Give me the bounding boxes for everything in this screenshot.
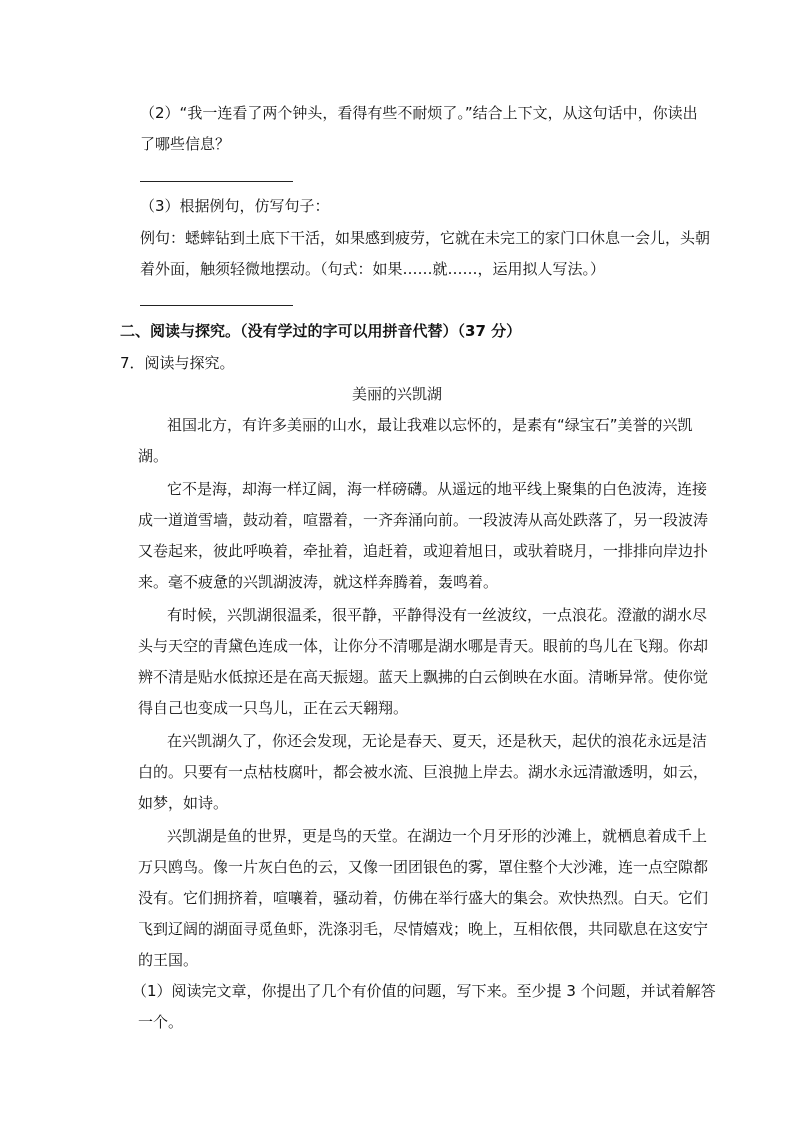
paragraph-4-line-3: 如梦，如诗。 <box>138 794 229 812</box>
paragraph-1-line-1: 祖国北方，有许多美丽的山水，最让我难以忘怀的，是素有“绿宝石”美誉的兴凯 <box>167 416 693 434</box>
paragraph-2-line-4: 来。毫不疲惫的兴凯湖波涛，就这样奔腾着，轰鸣着。 <box>138 573 499 591</box>
answer-blank-q3[interactable] <box>140 305 293 306</box>
paragraph-3-line-4: 得自己也变成一只鸟儿，正在云天翱翔。 <box>138 699 409 717</box>
question-7-label: 7．阅读与探究。 <box>120 354 235 372</box>
paragraph-2-line-1: 它不是海，却海一样辽阔，海一样磅礴。从遥远的地平线上聚集的白色波涛，连接 <box>167 480 708 498</box>
sub-question-1-line-1: （1）阅读完文章，你提出了几个有价值的问题，写下来。至少提 3 个问题，并试着解答 <box>132 982 716 1000</box>
paragraph-3-line-1: 有时候，兴凯湖很温柔，很平静，平静得没有一丝波纹，一点浪花。澄澈的湖水尽 <box>167 606 708 624</box>
paragraph-5-line-1: 兴凯湖是鱼的世界，更是鸟的天堂。在湖边一个月牙形的沙滩上，就栖息着成千上 <box>167 827 708 845</box>
section-2-heading: 二、阅读与探究。（没有学过的字可以用拼音代替）（37 分） <box>120 322 522 340</box>
paragraph-5-line-4: 飞到辽阔的湖面寻觅鱼虾，洗涤羽毛，尽情嬉戏；晚上，互相依偎，共同歇息在这安宁 <box>138 920 709 938</box>
article-title: 美丽的兴凯湖 <box>351 385 442 403</box>
paragraph-1-line-2: 湖。 <box>138 447 169 465</box>
paragraph-5-line-3: 没有。它们拥挤着，喧嚷着，骚动着，仿佛在举行盛大的集会。欢快热烈。白天。它们 <box>138 889 709 907</box>
question-3-example-line-1: 例句：蟋蟀钻到土底下干活，如果感到疲劳，它就在未完工的家门口休息一会儿，头朝 <box>140 229 711 247</box>
sub-question-1-line-2: 一个。 <box>138 1013 184 1031</box>
question-3-example-line-2: 着外面，触须轻微地摆动。（句式：如果……就……，运用拟人写法。） <box>140 260 606 278</box>
answer-blank-q2[interactable] <box>140 181 293 182</box>
paragraph-4-line-2: 白的。只要有一点枯枝腐叶，都会被水流、巨浪抛上岸去。湖水永远清澈透明，如云， <box>138 763 709 781</box>
paragraph-2-line-3: 又卷起来，彼此呼唤着，牵扯着，追赶着，或迎着旭日，或驮着晓月，一排排向岸边扑 <box>138 542 709 560</box>
paragraph-5-line-2: 万只鸥鸟。像一片灰白色的云，又像一团团银色的雾，罩住整个大沙滩，连一点空隙都 <box>138 858 709 876</box>
paragraph-3-line-2: 头与天空的青黛色连成一体，让你分不清哪是湖水哪是青天。眼前的鸟儿在飞翔。你却 <box>138 637 709 655</box>
paragraph-2-line-2: 成一道道雪墙，鼓动着，喧嚣着，一齐奔涌向前。一段波涛从高处跌落了，另一段波涛 <box>138 511 709 529</box>
paragraph-5-line-5: 的王国。 <box>138 951 199 969</box>
paragraph-3-line-3: 辨不清是贴水低掠还是在高天振翅。蓝天上飘拂的白云倒映在水面。清晰异常。使你觉 <box>138 668 709 686</box>
question-2-line-2: 了哪些信息？ <box>140 135 231 153</box>
question-3-line-1: （3）根据例句，仿写句子： <box>140 197 330 215</box>
question-2-line-1: （2）“我一连看了两个钟头，看得有些不耐烦了。”结合上下文，从这句话中，你读出 <box>140 104 698 122</box>
paragraph-4-line-1: 在兴凯湖久了，你还会发现，无论是春天、夏天，还是秋天，起伏的浪花永远是洁 <box>167 732 708 750</box>
